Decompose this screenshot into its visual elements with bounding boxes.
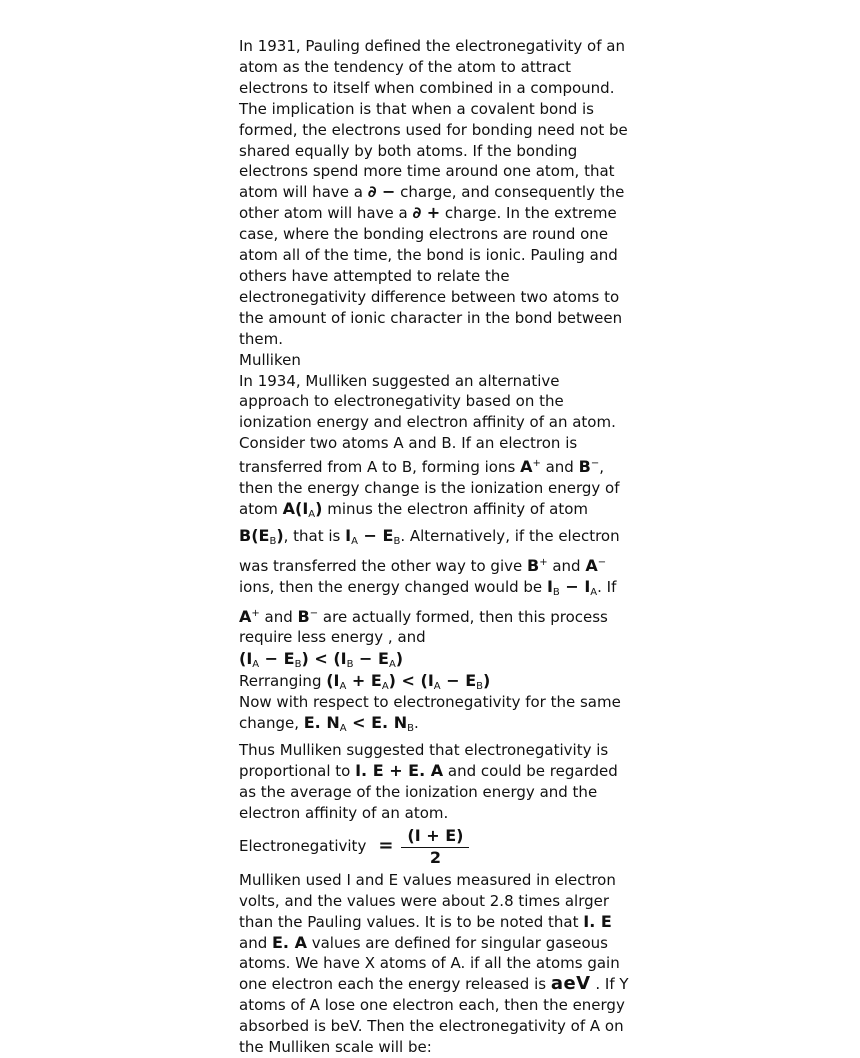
text: are actually formed, then this process require less energy , and bbox=[239, 607, 608, 647]
paragraph-proportional bbox=[239, 740, 629, 824]
math: A+ bbox=[239, 606, 260, 626]
math: E. A bbox=[272, 932, 307, 952]
math: A+ bbox=[520, 457, 541, 477]
inequality-1 bbox=[239, 648, 629, 670]
electronegativity-formula bbox=[239, 824, 629, 870]
text: , that is bbox=[283, 526, 346, 545]
text: and could be regarded as the average of the ionization energy and the electron affinity of an atom. bbox=[239, 762, 618, 822]
paragraph-en-compare: Now with respect to electronegativity for the same change, E. $N_A < E$. $N_B$. bbox=[239, 693, 621, 735]
text: and bbox=[259, 607, 298, 626]
text: and bbox=[540, 458, 579, 477]
math: A− bbox=[585, 555, 607, 575]
math: B− bbox=[578, 457, 600, 477]
text: Rerranging bbox=[239, 672, 327, 691]
math: I. E bbox=[583, 911, 612, 931]
fraction-denominator: 2 bbox=[429, 847, 442, 867]
partial-positive-symbol: ∂ + bbox=[412, 203, 441, 223]
document-body bbox=[239, 36, 629, 1058]
fraction-numerator: (I + E) bbox=[401, 826, 469, 848]
text: . If Y atoms of A lose one electron each, then the energy absorbed is beV. Then the electronegativity of A on the Mulliken scale will be: bbox=[239, 975, 629, 1057]
paragraph-values bbox=[239, 870, 629, 1058]
text: Thus Mulliken suggested that electronegativity is proportional to bbox=[239, 741, 609, 781]
equals-sign: = bbox=[378, 835, 394, 857]
fraction bbox=[401, 826, 469, 868]
text: Mulliken used I and E values measured in electron volts, and the values were about 2.8 times alrger than the Pauling values. It is to be noted that bbox=[239, 870, 616, 931]
text: minus the electron affinity of atom bbox=[322, 499, 589, 518]
math: B+ bbox=[526, 555, 548, 575]
math: $I_B - I_A$ bbox=[546, 576, 598, 598]
math: $A(I_A)$ bbox=[282, 498, 323, 520]
math: $(I_A - E_B) < (I_B - E_A)$ bbox=[239, 649, 404, 671]
text: . If bbox=[597, 577, 617, 596]
inequality-2 bbox=[239, 670, 629, 692]
text: . Alternatively, if the electron was transferred the other way to give bbox=[239, 526, 620, 575]
text: charge. In the extreme case, where the bonding electrons are round one atom all of the time, the bond is ionic. Pauling and others have attempted to relate the electronegativity difference between two atoms to the amount of ionic character in the bond between them. bbox=[239, 204, 623, 348]
math: $I_A - E_B$ bbox=[345, 525, 401, 547]
text: , then the energy change is the ionization energy of atom bbox=[239, 458, 620, 518]
text: charge, and consequently the other atom will have a bbox=[239, 183, 625, 223]
formula-label: Electronegativity bbox=[239, 837, 367, 856]
math: B− bbox=[297, 606, 319, 626]
math: E. $N_A < E$. $N_B$ bbox=[303, 713, 414, 735]
section-heading: Mulliken bbox=[239, 350, 301, 369]
math: I. E + E. A bbox=[355, 761, 444, 781]
text: and bbox=[239, 933, 272, 952]
math: $(I_A + E_A) < (I_A - E_B)$ bbox=[326, 671, 491, 693]
text: and bbox=[547, 556, 586, 575]
partial-negative-symbol: ∂ − bbox=[367, 182, 396, 202]
math-aev: aeV bbox=[550, 973, 591, 995]
text: Now with respect to electronegativity for the same change, bbox=[239, 693, 621, 733]
math: $B(E_B)$ bbox=[239, 525, 284, 547]
text: values are defined for singular gaseous atoms. We have X atoms of A. if all the atoms gain one electron each the energy released is bbox=[239, 933, 620, 994]
text: In 1934, Mulliken suggested an alternative approach to electronegativity based on the ionization energy and electron affinity of an atom. Consider two atoms A and B. If an electron is transferred from A to B, forming ions bbox=[239, 371, 616, 477]
paragraph-pauling bbox=[239, 36, 629, 350]
text: ions, then the energy changed would be bbox=[239, 577, 547, 596]
text: In 1931, Pauling defined the electronegativity of an atom as the tendency of the atom to attract electrons to itself when combined in a compound. The implication is that when a covalent bond is formed, the electrons used for bonding need not be shared equally by both atoms. If the bonding electrons spend more time around one atom, that atom will have a bbox=[239, 37, 628, 202]
paragraph-mulliken bbox=[239, 371, 629, 649]
